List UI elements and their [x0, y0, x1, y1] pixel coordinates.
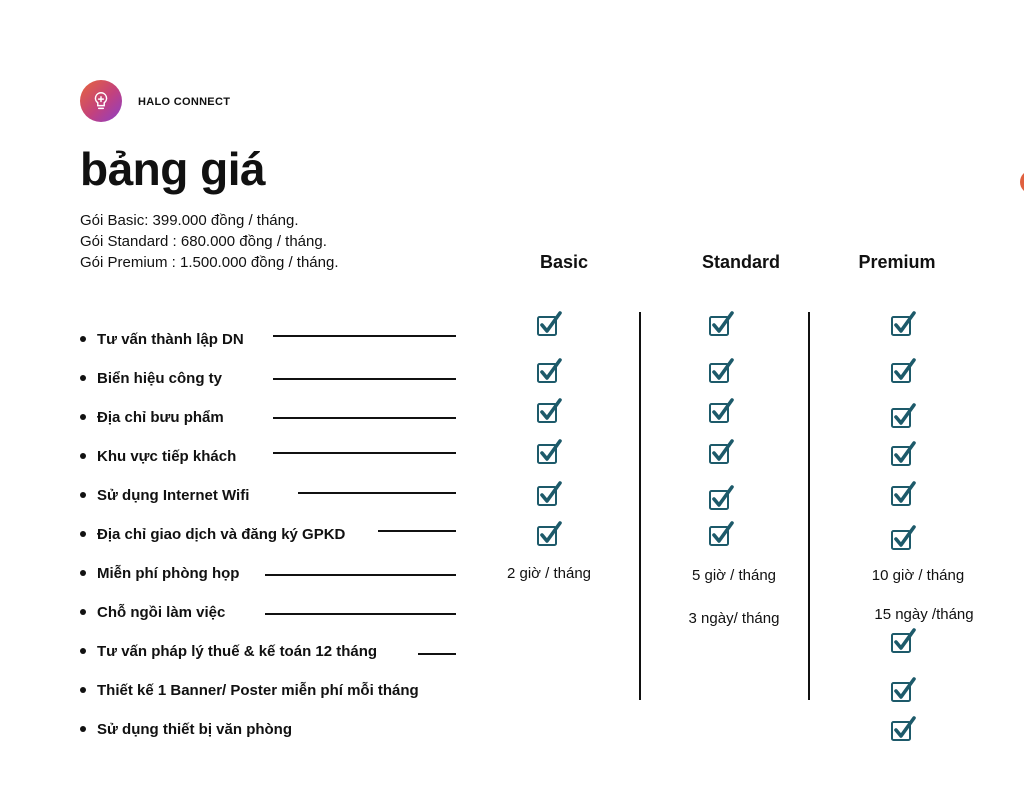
- checkbox-checked-icon: [889, 481, 917, 509]
- column-header-standard: Standard: [701, 252, 781, 272]
- bullet: [80, 336, 86, 342]
- lightbulb-icon: [90, 90, 112, 112]
- checkbox-checked-icon: [889, 628, 917, 656]
- bullet: [80, 570, 86, 576]
- checkbox-checked-icon: [707, 311, 735, 339]
- feature-label: Biển hiệu công ty: [97, 369, 223, 387]
- column-header-premium: Premium: [858, 252, 936, 272]
- feature-row: [80, 641, 377, 661]
- leader-line: [298, 492, 456, 494]
- feature-row: [80, 407, 224, 427]
- price-line-premium: Gói Premium : 1.500.000 đồng / tháng.: [80, 254, 339, 271]
- feature-label: Khu vực tiếp khách: [97, 447, 237, 465]
- leader-line: [378, 530, 456, 532]
- column-divider: [808, 312, 810, 700]
- bullet: [80, 726, 86, 732]
- checkbox-checked-icon: [889, 441, 917, 469]
- brand-name: HALO CONNECT: [138, 96, 231, 108]
- bullet: [80, 375, 86, 381]
- bullet: [80, 492, 86, 498]
- checkbox-checked-icon: [707, 485, 735, 513]
- basic-meeting-value: 2 giờ / tháng: [506, 565, 592, 582]
- leader-line: [273, 452, 456, 454]
- leader-line: [273, 378, 456, 380]
- feature-row: [80, 563, 239, 583]
- checkbox-checked-icon: [889, 403, 917, 431]
- price-line-basic: Gói Basic: 399.000 đồng / tháng.: [80, 212, 299, 229]
- checkbox-checked-icon: [535, 439, 563, 467]
- feature-label: Sử dụng Internet Wifi: [97, 486, 250, 504]
- checkbox-checked-icon: [535, 481, 563, 509]
- checkbox-checked-icon: [889, 525, 917, 553]
- checkbox-checked-icon: [889, 358, 917, 386]
- premium-meeting-value: 10 giờ / tháng: [871, 567, 965, 584]
- standard-meeting-value: 5 giờ / tháng: [691, 567, 777, 584]
- checkbox-checked-icon: [707, 358, 735, 386]
- column-divider: [639, 312, 641, 700]
- feature-label: Địa chỉ giao dịch và đăng ký GPKD: [97, 525, 346, 543]
- bullet: [80, 414, 86, 420]
- bullet: [80, 609, 86, 615]
- leader-line: [418, 653, 456, 655]
- feature-label: Sử dụng thiết bị văn phòng: [97, 720, 293, 738]
- price-list: [80, 210, 339, 273]
- feature-row: [80, 446, 236, 466]
- decorative-dot: [1020, 170, 1024, 194]
- feature-row: [80, 524, 345, 544]
- feature-label: Chỗ ngồi làm việc: [97, 603, 226, 621]
- checkbox-checked-icon: [535, 311, 563, 339]
- feature-row: [80, 329, 244, 349]
- feature-row: [80, 368, 222, 388]
- feature-label: Tư vấn thành lập DN: [97, 330, 244, 348]
- feature-row: [80, 719, 292, 739]
- feature-label: Miễn phí phòng họp: [97, 564, 240, 582]
- feature-row: [80, 602, 225, 622]
- leader-line: [273, 417, 456, 419]
- feature-label: Tư vấn pháp lý thuế & kế toán 12 tháng: [97, 642, 378, 660]
- page-title: bảng giá: [80, 143, 266, 195]
- bullet: [80, 648, 86, 654]
- feature-row: [80, 680, 419, 700]
- leader-line: [265, 574, 456, 576]
- checkbox-checked-icon: [889, 677, 917, 705]
- checkbox-checked-icon: [889, 311, 917, 339]
- bullet: [80, 531, 86, 537]
- leader-line: [273, 335, 456, 337]
- price-line-standard: Gói Standard : 680.000 đồng / tháng.: [80, 233, 327, 250]
- checkbox-checked-icon: [707, 398, 735, 426]
- bullet: [80, 687, 86, 693]
- premium-desk-value: 15 ngày /tháng: [874, 606, 974, 623]
- checkbox-checked-icon: [535, 521, 563, 549]
- checkbox-checked-icon: [707, 439, 735, 467]
- column-header-basic: Basic: [539, 252, 589, 272]
- checkbox-checked-icon: [707, 521, 735, 549]
- feature-label: Thiết kế 1 Banner/ Poster miễn phí mỗi tháng: [97, 681, 419, 699]
- checkbox-checked-icon: [889, 716, 917, 744]
- feature-label: Địa chỉ bưu phẩm: [97, 408, 224, 426]
- leader-line: [265, 613, 456, 615]
- checkbox-checked-icon: [535, 358, 563, 386]
- checkbox-checked-icon: [535, 398, 563, 426]
- feature-row: [80, 485, 249, 505]
- bullet: [80, 453, 86, 459]
- standard-desk-value: 3 ngày/ tháng: [688, 610, 780, 627]
- brand-logo: [80, 80, 122, 122]
